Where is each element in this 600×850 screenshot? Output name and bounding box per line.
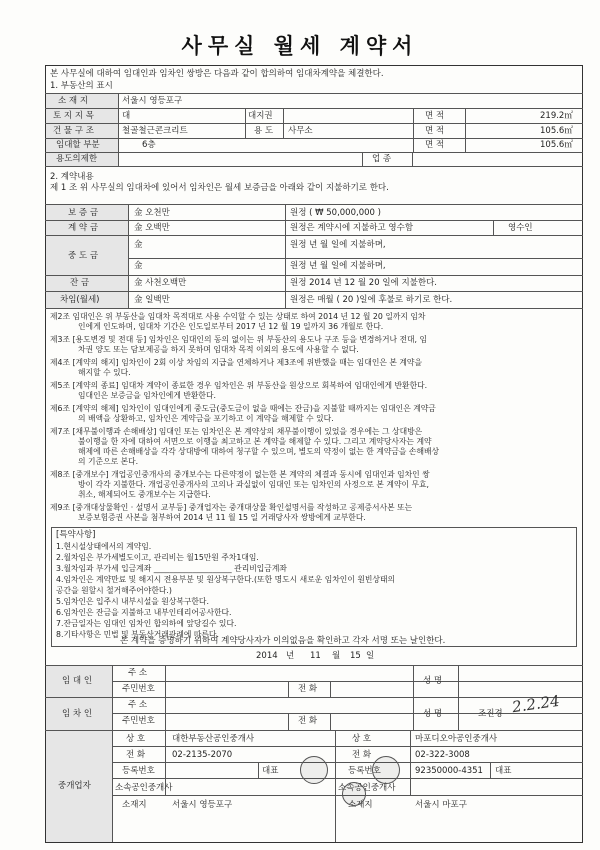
restriction-label: 용도의제한 (56, 154, 98, 164)
divider (165, 665, 166, 730)
lessor-phone-label: 전 화 (298, 684, 318, 694)
section2-heading: 2. 계약내용 (50, 172, 94, 182)
building-label: 건 물 구 조 (53, 126, 94, 136)
monthly-rent-label: 차임(월세) (60, 295, 100, 305)
date-year-unit: 년 (286, 651, 295, 661)
contract-fee-label: 계 약 금 (68, 223, 99, 233)
lessee-label: 임 차 인 (62, 709, 93, 719)
divider (45, 730, 583, 731)
left-agent-label: 소속공인중개사 (115, 783, 173, 793)
special-item-4: 4.임차인은 계약만료 및 해지시 전용부분 및 원상복구한다.(또한 명도시 새로운 임차인이 원빈상태의 (56, 575, 396, 584)
balance-amount: 金 사천오백만 (134, 278, 187, 288)
divider (112, 762, 583, 763)
middle-payment-amount-2: 金 (134, 261, 143, 271)
divider (335, 730, 336, 842)
article8-line1: 제8조 [중개보수] 개업공인중개사의 중개보수는 다른약정이 없는한 본 계약의 체결과 동시에 임대인과 임차인 쌍 (50, 470, 430, 479)
deposit-detail: 원정 ( ₩ 50,000,000 ) (290, 208, 381, 218)
receipt-label: 영수인 (508, 223, 533, 233)
special-item-1: 1.현시설상태에서의 계약임. (56, 542, 152, 551)
divider (45, 697, 583, 698)
special-item-4-cont: 공간을 원할시 철거해주어야한다.) (56, 586, 172, 595)
right-addr-label: 소재지 (348, 800, 373, 810)
divider (288, 713, 289, 730)
divider (112, 746, 583, 747)
divider (288, 681, 289, 697)
right-rep-label: 대표 (495, 766, 512, 776)
article8-line2: 방이 각각 지불한다. 개업공인중개사의 고의나 과실없이 임대인 또는 임차인의 사정으로 본 계약이 무효, (78, 480, 430, 489)
article8-line3: 취소, 해제되어도 중개보수는 지급한다. (78, 490, 211, 499)
date-day-unit: 일 (366, 651, 375, 661)
article7-line2: 불이행을 한 자에 대하여 서면으로 이행을 최고하고 본 계약을 해제할 수 있다. 그리고 계약당사자는 계약 (78, 437, 432, 446)
date-day: 15 (350, 651, 361, 661)
article4-line1: 제4조 [계약의 해지] 임차인이 2회 이상 차임의 지급을 연체하거나 제3조에 위반했을 때는 임대인은 본 계약을 (50, 358, 422, 367)
date-year: 2014 (256, 651, 278, 661)
deposit-label: 보 증 금 (68, 208, 99, 218)
land-label: 토 지 지 목 (53, 111, 94, 121)
right-seal-stamp (372, 756, 400, 784)
building-area-value: 105.6㎡ (540, 126, 573, 136)
page-title: 사무실 월세 계약서 (181, 34, 419, 58)
article5-line2: 임대인은 보증금을 임차인에게 반환한다. (78, 391, 216, 400)
usage-label: 용 도 (254, 126, 274, 136)
article6-line1: 제6조 [계약의 해제] 임차인이 임대인에게 중도금(중도금이 없을 때에는 잔금)을 지불할 때까지는 임대인은 계약금 (50, 404, 436, 413)
left-phone-value: 02-2135-2070 (172, 750, 233, 760)
lease-area-label: 면 적 (425, 140, 445, 150)
article3-line1: 제3조 [용도변경 및 전대 등] 임차인은 임대인의 동의 없이는 위 부동산의 용도나 구조 등을 변경하거나 전대, 임 (50, 335, 428, 344)
location-label: 소 재 지 (58, 96, 89, 106)
article2-line1: 제2조 임대인은 위 부동산을 임대차 목적대로 사용 수익할 수 있는 상태로 하여 2014 년 12 월 20 일까지 임차 (50, 312, 426, 321)
business-label: 업 종 (372, 154, 392, 164)
deposit-amount: 金 오천만 (134, 208, 170, 218)
divider (412, 152, 413, 166)
divider (45, 291, 583, 292)
divider (128, 204, 129, 308)
left-addr-value: 서울시 영등포구 (172, 800, 233, 810)
date-month: 11 (310, 651, 321, 661)
divider (45, 123, 583, 124)
balance-label: 잔 금 (70, 278, 90, 288)
middle-payment-label: 중 도 금 (68, 251, 99, 261)
divider (410, 730, 411, 795)
intro-text: 본 사무실에 대하여 임대인과 임차인 쌍방은 다음과 같이 합의하여 임대차계약을 체결한다. (50, 69, 384, 79)
special-item-7: 7.잔금일자는 임대인 임차인 합의하에 앞당길수 있다. (56, 619, 237, 628)
monthly-rent-detail: 원정은 매월 ( 20 )일에 후불로 하기로 한다. (290, 295, 453, 305)
right-addr-value: 서울시 마포구 (415, 800, 467, 810)
section1-heading: 1. 부동산의 표시 (50, 81, 113, 91)
divider (112, 778, 583, 779)
article7-line4: 의 기준으로 본다. (78, 457, 139, 466)
agent-seal-stamp (342, 782, 366, 806)
land-area-label: 면 적 (425, 111, 445, 121)
article4-line2: 해지할 수 있다. (78, 368, 131, 377)
divider (413, 665, 414, 730)
right-office-label: 상 호 (352, 734, 372, 744)
middle-payment-amount-1: 金 (134, 240, 143, 250)
article3-line2: 차권 양도 또는 담보제공을 하지 못하며 임대차 목적 이외의 용도에 사용할 수 없다. (78, 345, 359, 354)
divider (493, 220, 494, 235)
article9-line1: 제9조 [중개대상물확인 · 설명서 교부등] 중개업자는 중개대상물 확인설명서를 작성하고 공제증서사본 또는 (50, 503, 413, 512)
divider (413, 108, 414, 152)
land-right-label: 대지권 (248, 111, 273, 121)
monthly-rent-amount: 金 일백만 (134, 295, 170, 305)
divider (45, 152, 583, 153)
lessor-name-label: 성 명 (423, 676, 443, 686)
land-value: 대 (122, 111, 131, 121)
divider (45, 108, 583, 109)
divider (330, 713, 331, 730)
lessor-address-label: 주 소 (128, 668, 148, 678)
lessee-name-label: 성 명 (423, 709, 443, 719)
lessor-id-label: 주민번호 (122, 684, 155, 694)
contract-fee-detail: 원정은 계약시에 지불하고 영수함 (290, 223, 414, 233)
divider (45, 220, 583, 221)
divider (128, 258, 583, 259)
article9-line2: 보증보험증권 사본을 첨부하여 2014 년 11 월 15 일 거래당사자 쌍방에게 교부한다. (78, 513, 366, 522)
divider (362, 152, 363, 166)
middle-payment-detail-1: 원정 년 월 일에 지불하며, (290, 240, 386, 250)
building-area-label: 면 적 (425, 126, 445, 136)
special-heading: [특약사항] (56, 530, 96, 540)
divider (258, 762, 259, 778)
usage-value: 사무소 (288, 126, 313, 136)
right-office-value: 마포디오아공인중개사 (415, 734, 498, 744)
building-value: 철골철근콘크리트 (122, 126, 188, 136)
left-seal-stamp (300, 756, 328, 784)
divider (112, 730, 113, 842)
left-reg-label: 등록번호 (122, 766, 155, 776)
divider (45, 138, 583, 139)
divider (112, 681, 583, 682)
article5-line1: 제5조 [계약의 종료] 임대차 계약이 종료한 경우 임차인은 위 부동산을 원상으로 회복하여 임대인에게 반환한다. (50, 381, 428, 390)
article6-line2: 의 배액을 상환하고, 임차인은 계약금을 포기하고 이 계약을 해제할 수 있다. (78, 414, 334, 423)
lease-area-value: 105.6㎡ (540, 140, 573, 150)
right-reg-value: 92350000-4351 (415, 766, 483, 776)
divider (45, 93, 583, 94)
balance-detail: 원정 2014 년 12 월 20 일에 지불한다. (290, 278, 437, 288)
divider (465, 108, 466, 152)
special-item-5: 5.임차인은 입주시 내부시설을 원상복구한다. (56, 597, 209, 606)
divider (112, 665, 113, 730)
divider (490, 762, 491, 778)
left-addr-label: 소재지 (122, 800, 147, 810)
divider (45, 665, 583, 666)
left-rep-label: 대표 (262, 766, 279, 776)
left-office-label: 상 호 (126, 734, 146, 744)
article1-text: 제 1 조 위 사무실의 임대차에 있어서 임차인은 월세 보증금을 아래와 같이 지불하기로 한다. (50, 183, 389, 193)
right-phone-value: 02-322-3008 (415, 750, 470, 760)
location-value: 서울시 영등포구 (122, 96, 183, 106)
right-phone-label: 전 화 (352, 750, 372, 760)
land-area-value: 219.2㎡ (540, 111, 573, 121)
special-item-6: 6.임차인은 잔금을 지불하고 내부인테리어공사한다. (56, 608, 232, 617)
divider (45, 275, 583, 276)
contract-fee-amount: 金 오백만 (134, 223, 170, 233)
right-reg-label: 등록번호 (348, 766, 381, 776)
middle-payment-detail-2: 원정 년 월 일에 지불하며, (290, 261, 386, 271)
date-month-unit: 월 (332, 651, 341, 661)
divider (118, 93, 119, 166)
lease-part-value: 6층 (142, 140, 156, 150)
divider (283, 108, 284, 138)
special-item-8: 8.기타사항은 민법 및 부동산거래관례에 따른다. (56, 630, 219, 639)
article2-line2: 인에게 인도하며, 임대차 기간은 인도일로부터 2017 년 12 월 19 일까지 36 개월로 한다. (78, 322, 384, 331)
article7-line1: 제7조 [채무불이행과 손해배상] 임대인 또는 임차인은 본 계약상의 채무불이행이 있었을 경우에는 그 상대방은 (50, 427, 423, 436)
divider (45, 166, 583, 167)
lessor-label: 임 대 인 (62, 676, 93, 686)
special-item-2: 2.월차임은 부가세별도이고, 관리비는 월15만원 주차1대임. (56, 553, 259, 562)
lease-part-label: 임대할 부분 (56, 140, 100, 150)
left-phone-label: 전 화 (126, 750, 146, 760)
left-office-value: 대한부동산공인중개사 (172, 734, 255, 744)
lessee-signed-name: 조진경 (478, 709, 503, 719)
special-item-3: 3.월차임과 부가세 입금계좌 ____________________ 관리비입금계좌 (56, 564, 287, 573)
right-agent-label: 소속공인중개사 (338, 783, 396, 793)
lessee-id-label: 주민번호 (122, 716, 155, 726)
divider (245, 108, 246, 138)
proof-text: 본 계약을 증명하기 위하여 계약당사자가 이의없음을 확인하고 각자 서명 또는 날인한다. (120, 636, 446, 646)
article7-line3: 해제에 따른 손해배상을 각각 상대방에 대하여 청구할 수 있으며, 별도의 약정이 없는 한 계약금을 손해배상 (78, 447, 440, 456)
lessee-signature: 2.2.24 (510, 691, 561, 717)
divider (285, 204, 286, 308)
broker-section-label: 중개업자 (58, 781, 91, 791)
divider (330, 681, 331, 697)
divider (458, 665, 459, 730)
lessee-address-label: 주 소 (128, 700, 148, 710)
divider (45, 235, 583, 236)
divider (45, 308, 583, 309)
lessee-phone-label: 전 화 (298, 716, 318, 726)
